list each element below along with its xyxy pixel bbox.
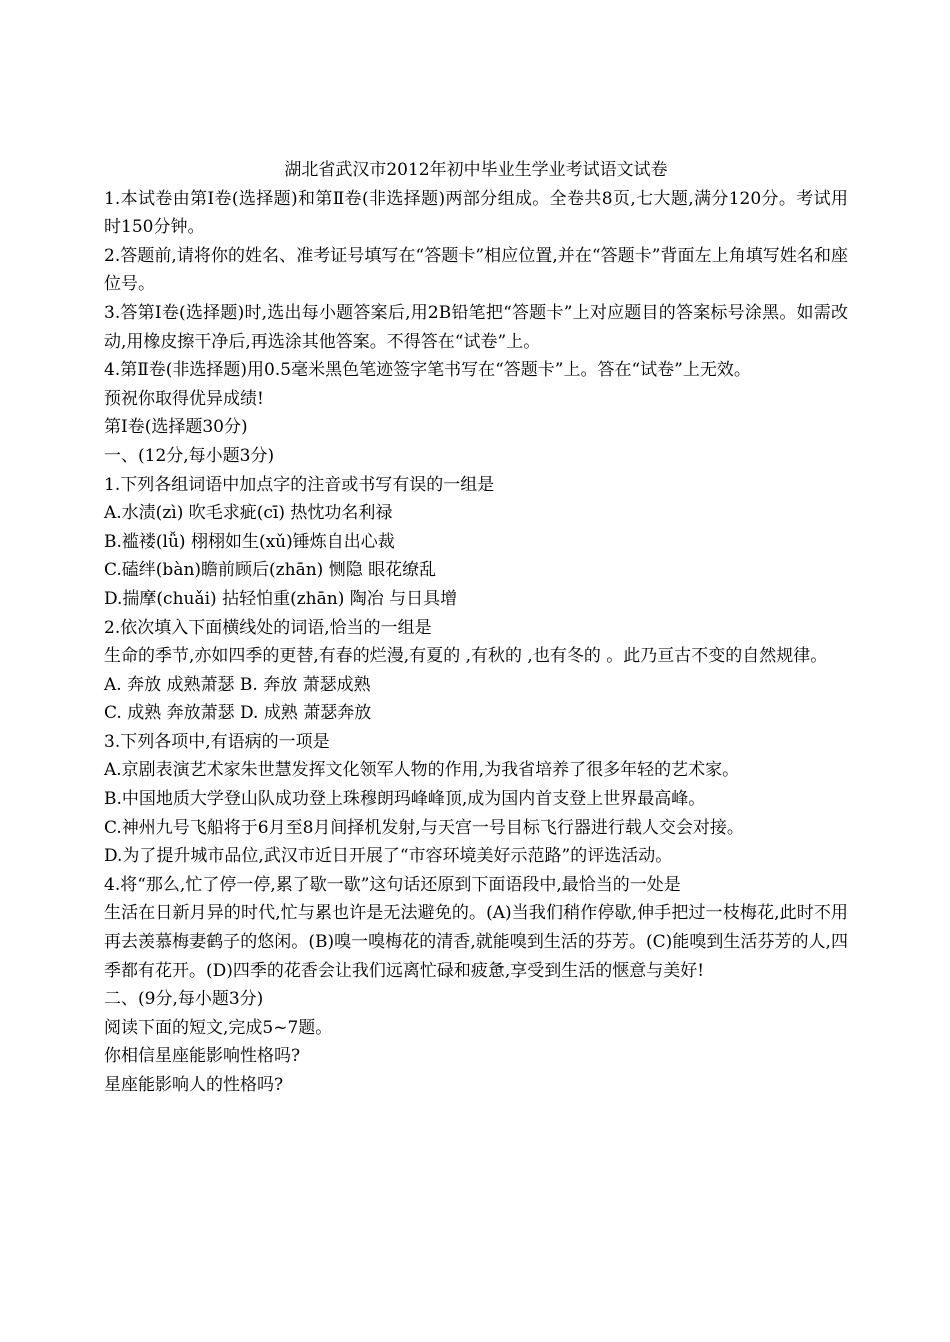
article-title: 你相信星座能影响性格吗? (104, 1046, 301, 1067)
q1-option-b: B.褴褛(lǚ) 栩栩如生(xǔ)锤炼自出心裁 (104, 531, 395, 552)
q1-option-d: D.揣摩(chuǎi) 拈轻怕重(zhān) 陶冶 与日具增 (104, 588, 458, 609)
part-heading-2: 二、(9分,每小题3分) (104, 989, 264, 1010)
q3-option-a: A.京剧表演艺术家朱世慧发挥文化领军人物的作用,为我省培养了很多年轻的艺术家。 (104, 760, 740, 781)
page-title: 湖北省武汉市2012年初中毕业生学业考试语文试卷 (284, 160, 668, 180)
q2-options-cd: C. 成熟 奔放萧瑟 D. 成熟 萧瑟奔放 (104, 703, 372, 724)
q1-option-c: C.磕绊(bàn)瞻前顾后(zhān) 恻隐 眼花缭乱 (104, 560, 437, 581)
question-1: 1.下列各组词语中加点字的注音或书写有误的一组是 (104, 474, 495, 495)
q2-passage: 生命的季节,亦如四季的更替,有春的烂漫,有夏的 ,有秋的 ,也有冬的 。此乃亘古不变的自然规律。 (104, 646, 828, 667)
article-line-1: 星座能影响人的性格吗? (104, 1075, 284, 1095)
exam-page (104, 156, 848, 1100)
instruction-1: 1.本试卷由第Ⅰ卷(选择题)和第Ⅱ卷(非选择题)两部分组成。全卷共8页,七大题,满分120分。考试用时150分钟。 (104, 188, 848, 238)
section-heading-1: 第I卷(选择题30分) (104, 417, 248, 438)
question-3: 3.下列各项中,有语病的一项是 (104, 731, 330, 752)
instruction-3: 3.答第Ⅰ卷(选择题)时,选出每小题答案后,用2B铅笔把“答题卡”上对应题目的答案标号涂黑。如需改动,用橡皮擦干净后,再选涂其他答案。不得答在“试卷”上。 (104, 302, 848, 352)
q1-option-a: A.水渍(zì) 吹毛求疵(cī) 热忱功名利禄 (104, 503, 393, 524)
greeting: 预祝你取得优异成绩! (104, 388, 264, 409)
instruction-2: 2.答题前,请将你的姓名、准考证号填写在“答题卡”相应位置,并在“答题卡”背面左上角填写姓名和座位号。 (104, 245, 848, 295)
q4-passage: 生活在日新月异的时代,忙与累也许是无法避免的。(A)当我们稍作停歇,伸手把过一枝梅花,此时不用再去羡慕梅妻鹤子的悠闲。(B)嗅一嗅梅花的清香,就能嗅到生活的芬芳。(C)能嗅到生活芬芳的人,四季都有花开。(D)四季的花香会让我们远离忙碌和疲惫,享受到生活的惬意与美好! (104, 903, 848, 981)
q2-options-ab: A. 奔放 成熟萧瑟 B. 奔放 萧瑟成熟 (104, 674, 371, 695)
q3-option-c: C.神州九号飞船将于6月至8月间择机发射,与天宫一号目标飞行器进行载人交会对接。 (104, 817, 744, 838)
question-2: 2.依次填入下面横线处的词语,恰当的一组是 (104, 617, 432, 638)
instruction-4: 4.第Ⅱ卷(非选择题)用0.5毫米黑色笔迹签字笔书写在“答题卡”上。答在“试卷”上无效。 (104, 360, 751, 381)
reading-instruction: 阅读下面的短文,完成5~7题。 (104, 1017, 333, 1038)
q3-option-d: D.为了提升城市品位,武汉市近日开展了“市容环境美好示范路”的评选活动。 (104, 846, 673, 867)
q3-option-b: B.中国地质大学登山队成功登上珠穆朗玛峰峰顶,成为国内首支登上世界最高峰。 (104, 789, 706, 810)
part-heading-1: 一、(12分,每小题3分) (104, 445, 275, 466)
question-4: 4.将“那么,忙了停一停,累了歇一歇”这句话还原到下面语段中,最恰当的一处是 (104, 874, 681, 895)
